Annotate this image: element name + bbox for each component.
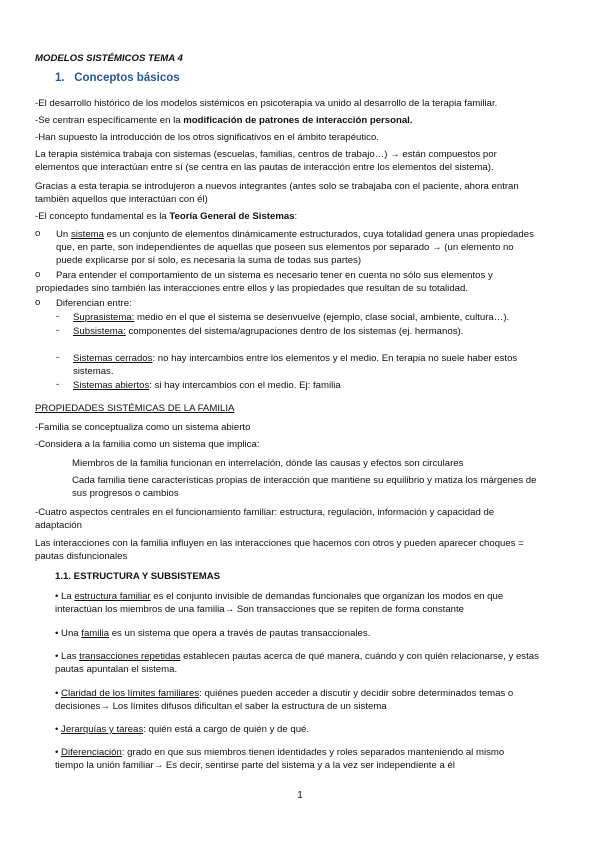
paragraph-line: adaptación: [35, 520, 82, 531]
list-bullet: o: [35, 269, 41, 280]
list-item-line: que, en parte, son independientes de aquellas que poseen sus elementos por separado → (un elemento no: [56, 242, 514, 253]
list-item-line: sistemas.: [73, 366, 114, 377]
section-heading: [55, 72, 585, 85]
underlined-text: Diferenciación: [61, 747, 122, 758]
paragraph-line: La terapia sistémica trabaja con sistemas (escuelas, familias, centros de trabajo…) → están compuestos por: [35, 149, 497, 160]
list-dash: -: [56, 311, 60, 322]
paragraph-line: también aquellos que interactúan con él): [35, 194, 208, 205]
bold-text: modificación de patrones de interacción personal.: [183, 115, 413, 126]
bullet-icon: •: [55, 724, 59, 735]
text: Las: [58, 651, 80, 662]
underlined-text: Claridad de los límites familiares: [61, 688, 200, 699]
text: : quiénes pueden acceder a discutir y decidir sobre determinados temas o: [199, 688, 514, 699]
underlined-text: estructura familiar: [74, 591, 151, 602]
bullet-item-line: tiempo la unión familiar→ Es decir, sentirse parte del sistema y a la vez ser independiente a él: [55, 760, 455, 771]
list-item: [56, 228, 586, 241]
text: -El concepto fundamental es la: [35, 211, 170, 222]
bullet-item: [55, 650, 585, 663]
bullet-icon: •: [55, 628, 59, 639]
text: : si hay intercambios con el medio. Ej: familia: [149, 380, 341, 391]
list-item: [73, 352, 600, 365]
underlined-text: transacciones repetidas: [79, 651, 181, 662]
paragraph: -Han supuesto la introducción de los otros significativos en el ámbito terapéutico.: [35, 132, 379, 143]
list-dash: -: [56, 352, 60, 363]
paragraph: -El desarrollo histórico de los modelos sistémicos en psicoterapia va unido al desarrollo de la terapia familiar.: [35, 98, 498, 109]
list-item-line: propiedades sino también las interacciones entre ellos y las propiedades que resultan de su totalidad.: [36, 283, 468, 294]
list-item-line: puede explicarse por sí solo, es necesaria la suma de todas sus partes): [56, 255, 362, 266]
section-title: Conceptos básicos: [74, 72, 180, 84]
text: es el conjunto invisible de demandas funcionales que organizan los modos en que: [150, 591, 504, 602]
bullet-item-line: pautas apuntalan el sistema.: [55, 664, 178, 675]
page-number: 1: [297, 790, 303, 801]
bullet-item: [55, 687, 585, 700]
underlined-text: sistema: [70, 229, 104, 240]
underlined-text: Subsistema:: [73, 326, 126, 337]
bullet-item-line: interactúan los miembros de una familia→ Son transacciones que se repiten de forma constante: [55, 604, 465, 615]
underlined-text: Sistemas cerrados: [73, 353, 153, 364]
document-header: MODELOS SISTÉMICOS TEMA 4: [35, 53, 183, 64]
text: : grado en que sus miembros tienen identidades y roles separados manteniendo al mismo: [121, 747, 505, 758]
indented-paragraph: Cada familia tiene características propias de interacción que mantiene su equilibrio y matiza los márgenes de: [72, 475, 537, 486]
bullet-item: [55, 723, 585, 736]
list-dash: -: [56, 325, 60, 336]
indented-paragraph: Miembros de la familia funcionan en interrelación, dónde las causas y efectos son circulares: [72, 458, 464, 469]
bullet-item: [55, 590, 585, 603]
text: establecen pautas acerca de qué manera, cuándo y con quién relacionarse, y estas: [180, 651, 539, 662]
text: componentes del sistema/agrupaciones dentro de los sistemas (ej. hermanos).: [125, 326, 464, 337]
text: es un conjunto de elementos dinámicamente estructurados, cuya totalidad genera unas propiedades: [104, 229, 534, 240]
list-item: Diferencian entre:: [56, 298, 132, 309]
list-bullet: o: [35, 228, 41, 239]
bold-text: Teoría General de Sistemas: [169, 211, 295, 222]
bullet-item-line: decisiones→ Los límites difusos dificultan el saber la estructura de un sistema: [55, 701, 387, 712]
paragraph-line: -Cuatro aspectos centrales en el funcionamiento familiar: estructura, regulación, información y capacidad de: [35, 507, 495, 518]
underlined-text: familia: [81, 628, 110, 639]
paragraph-line: Gracias a esta terapia se introdujeron a nuevos integrantes (antes solo se trabajaba con el paciente, ahora entran: [35, 181, 519, 192]
text: Un: [56, 229, 71, 240]
list-bullet: o: [35, 297, 41, 308]
list-item: [73, 311, 600, 324]
paragraph-line: pautas disfuncionales: [35, 551, 128, 562]
list-item: [73, 325, 600, 338]
paragraph: [35, 114, 565, 127]
text: :: [294, 211, 298, 222]
text: La: [58, 591, 75, 602]
bullet-item: [55, 627, 585, 640]
underlined-text: Sistemas abiertos: [73, 380, 150, 391]
list-item: [73, 379, 600, 392]
list-item: Para entender el comportamiento de un sistema es necesario tener en cuenta no sólo sus elementos y: [56, 270, 493, 281]
paragraph: -Familia se conceptualiza como un sistema abierto: [35, 422, 251, 433]
underlined-text: Jerarquías y tareas: [61, 724, 144, 735]
text: -Se centran específicamente en la: [35, 115, 184, 126]
bullet-icon: •: [55, 591, 59, 602]
underlined-text: Suprasistema:: [73, 312, 135, 323]
paragraph-line: Las interacciones con la familia influyen en las interacciones que hacemos con otros y pueden aparecer choques =: [35, 538, 524, 549]
bullet-item: [55, 746, 585, 759]
section-title: PROPIEDADES SISTÉMICAS DE LA FAMILIA: [35, 403, 235, 414]
bullet-icon: •: [55, 747, 59, 758]
text: Una: [58, 628, 82, 639]
paragraph-line: elementos que interactúan entre sí (se centra en las pautas de interacción entre los elementos del sistema).: [35, 162, 494, 173]
indented-paragraph-line: sus progresos o cambios: [72, 488, 179, 499]
paragraph: -Considera a la familia como un sistema que implica:: [35, 439, 260, 450]
text: : no hay intercambios entre los elementos y el medio. En terapia no suele haber estos: [152, 353, 518, 364]
text: : quién está a cargo de quién y de qué.: [143, 724, 310, 735]
text: medio en el que el sistema se desenvuelve (ejemplo, clase social, ambiente, cultura…).: [134, 312, 510, 323]
bullet-icon: •: [55, 651, 59, 662]
paragraph: [35, 210, 565, 223]
list-dash: -: [56, 379, 60, 390]
subsection-title: 1.1. ESTRUCTURA Y SUBSISTEMAS: [55, 571, 221, 582]
text: es un sistema que opera a través de pautas transaccionales.: [109, 628, 371, 639]
bullet-icon: •: [55, 688, 59, 699]
section-number: 1.: [55, 72, 65, 84]
